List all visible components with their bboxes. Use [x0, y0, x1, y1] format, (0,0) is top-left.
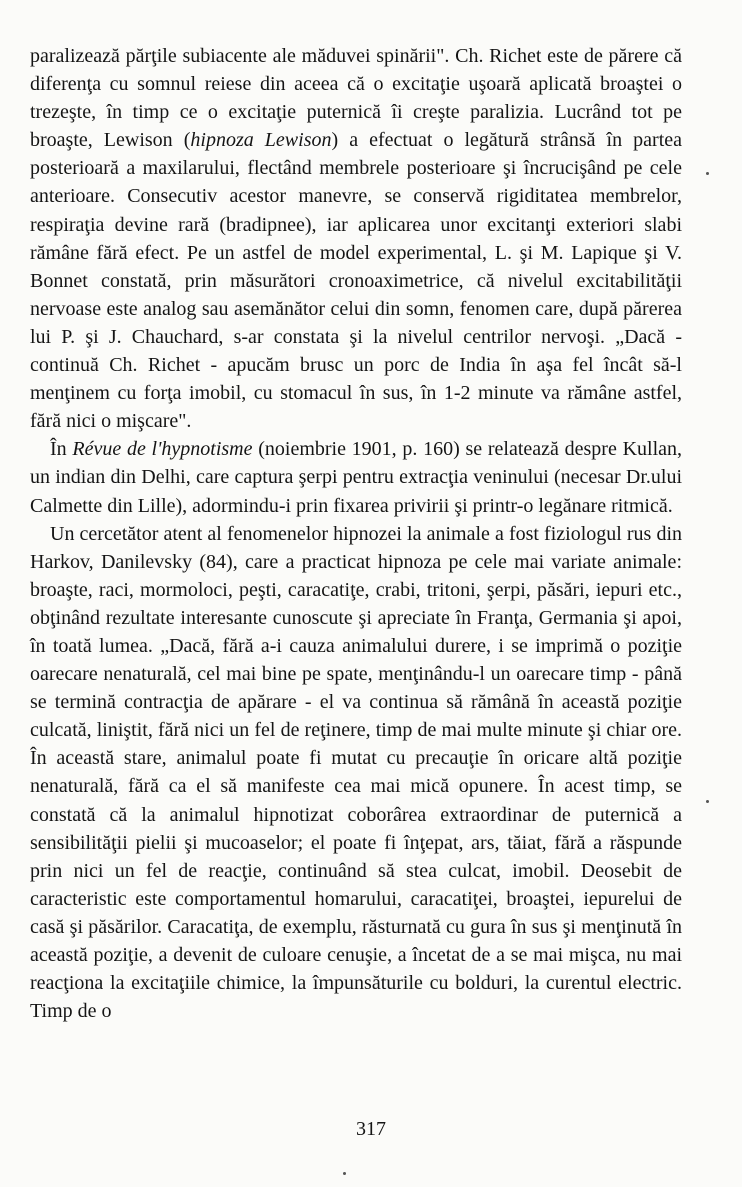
- scan-speck: [706, 172, 709, 175]
- page-number: 317: [356, 1118, 386, 1140]
- body-text: [30, 42, 682, 1025]
- paragraph-3: [30, 520, 682, 1026]
- paragraph-1: [30, 42, 682, 435]
- italic-term: hipnoza Lewison: [190, 129, 332, 152]
- text-run: ) a efectuat o legătură strânsă în partea posterioară a maxilarului, flectând membrele posterioare şi încrucişând pe cele anterioare. Consecutiv acestor manevre, se conservă rigiditatea membrelor, respiraţia devine rară (bradipnee), iar aplicarea unor excitanţi exteriori slabi rămâne fără efect. Pe un astfel de model experimental, L. şi M. Lapique şi V. Bonnet constată, prin măsurători cronoaximetrice, că nivelul excitabilităţii nervoase este analog sau asemănător celui din somn, fenomen care, după părerea lui P. şi J. Chauchard, s-ar constata şi la nivelul centrilor nervoşi. „Dacă - continuă Ch. Richet - apucăm brusc un porc de India în aşa fel încât să-l menţinem cu forţa imobil, cu stomacul în sus, în 1-2 minute va rămâne astfel, fără nici o mişcare".: [30, 129, 682, 433]
- text-run: În: [50, 438, 73, 461]
- text-run: (noiembrie 1901, p. 160) se relatează despre Kullan, un indian din Delhi, care captura şerpi pentru extracţia veninului (necesar Dr.ului Calmette din Lille), adormindu-i prin fixarea privirii şi printr-o legănare ritmică.: [30, 438, 683, 517]
- text-run: paralizează părţile subiacente ale măduvei spinării". Ch. Richet este de părere că diferenţa cu somnul reiese din aceea că o excitaţie uşoară aplicată broaştei o trezeşte, în timp ce o excitaţie puternică îi creşte paralizia. Lucrând tot pe broaşte, Lewison (: [30, 45, 682, 152]
- paragraph-2: [30, 435, 682, 519]
- italic-title: Révue de l'hypnotisme: [72, 438, 253, 461]
- text-run: Un cercetător atent al fenomenelor hipnozei la animale a fost fiziologul rus din Harkov, Danilevsky (84), care a practicat hipnoza pe cele mai variate animale: broaşte, raci, mormoloci, peşti, caracatiţe, crabi, tritoni, şerpi, păsări, iepuri etc., obţinând rezultate interesante cunoscute şi apreciate în Franţa, Germania şi apoi, în toată lumea. „Dacă, fără a-i cauza animalului durere, i se imprimă o poziţie oarecare nenaturală, cel mai bine pe spate, menţinându-l un oarecare timp - până se termină contracţia de apărare - el va continua să rămână în această poziţie culcată, liniştit, fără nici un fel de reţinere, timp de mai multe minute şi chiar ore. În această stare, animalul poate fi mutat cu precauţie în oricare altă poziţie nenaturală, fără ca el să manifeste cea mai mică opunere. În acest timp, se constată că la animalul hipnotizat coborârea extraordinar de puternică a sensibilităţii pielii şi mucoaselor; el poate fi înţepat, ars, tăiat, fără a răspunde prin nici un fel de reacţie, continuând să stea culcat, imobil. Deosebit de caracteristic este comportamentul homarului, caracatiţei, broaştei, iepurelui de casă şi păsărilor. Caracatiţa, de exemplu, răsturnată cu gura în sus şi menţinută în această poziţie, a devenit de culoare cenuşie, a încetat de a se mai mişca, nu mai reacţiona la excitaţiile chimice, la împunsăturile cu bolduri, la curentul electric. Timp de o: [30, 522, 682, 1023]
- scan-speck: [706, 800, 709, 803]
- scan-speck: [343, 1172, 346, 1175]
